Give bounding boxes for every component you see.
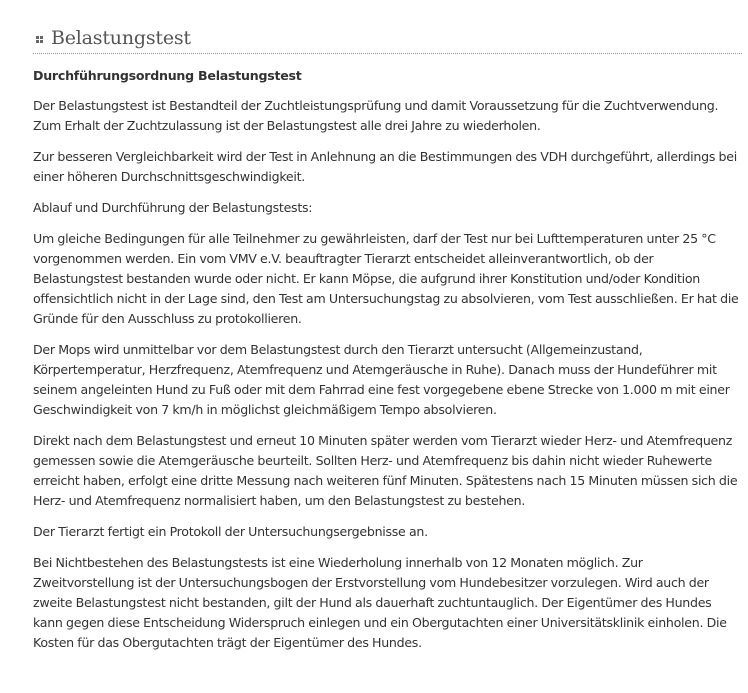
article-subtitle: Durchführungsordnung Belastungstest bbox=[33, 68, 302, 83]
page-title: Belastungstest bbox=[51, 27, 191, 49]
paragraph-conditions: Um gleiche Bedingungen für alle Teilnehmer zu gewährleisten, darf der Test nur bei Lufttemperaturen unter 25 °C vorgenommen werden. Ein vom VMV e.V. beauftragter Tierarzt entscheidet alleinverantwortlich, ob der Belastungstest bestanden wurde oder nicht. Er kann Möpse, die aufgrund ihrer Konstitution und/oder Kondition offensichtlich nicht in der Lage sind, den Test am Untersuchungstag zu absolvieren, vom Test ausschließen. Er hat die Gründe für den Ausschluss zu protokollieren. bbox=[33, 231, 739, 326]
content-area bbox=[33, 24, 742, 664]
paragraph-vdh: Zur besseren Vergleichbarkeit wird der Test in Anlehnung an die Bestimmungen des VDH durchgeführt, allerdings bei einer höheren Durchschnittsgeschwindigkeit. bbox=[33, 149, 737, 184]
paragraph-examination: Der Mops wird unmittelbar vor dem Belastungstest durch den Tierarzt untersucht (Allgemeinzustand, Körpertemperatur, Herzfrequenz, Atemfrequenz und Atemgeräusche in Ruhe). Danach muss der Hundeführer mit seinem angeleinten Hund zu Fuß oder mit dem Fahrrad eine fest vorgegebene ebene Strecke von 1.000 m mit einer Geschwindigkeit von 7 km/h in möglichst gleichmäßigem Tempo absolvieren. bbox=[33, 342, 730, 417]
paragraph-intro: Der Belastungstest ist Bestandteil der Zuchtleistungsprüfung und damit Voraussetzung für die Zuchtverwendung. Zum Erhalt der Zuchtzulassung ist der Belastungstest alle drei Jahre zu wiederholen. bbox=[33, 98, 719, 133]
section-header bbox=[33, 24, 742, 54]
paragraph-measurement: Direkt nach dem Belastungstest und erneut 10 Minuten später werden vom Tierarzt wieder Herz- und Atemfrequenz gemessen sowie die Atemgeräusche beurteilt. Sollten Herz- und Atemfrequenz bis dahin nicht wieder Ruhewerte erreicht haben, erfolgt eine dritte Messung nach weiteren fünf Minuten. Spätestens nach 15 Minuten müssen sich die Herz- und Atemfrequenz normalisiert haben, um den Belastungstest zu bestehen. bbox=[33, 433, 738, 508]
grid-dots-icon bbox=[36, 36, 43, 43]
paragraph-failure: Bei Nichtbestehen des Belastungstests ist eine Wiederholung innerhalb von 12 Monaten möglich. Zur Zweitvorstellung ist der Untersuchungsbogen der Erstvorstellung vom Hundebesitzer vorzulegen. Wird auch der zweite Belastungstest nicht bestanden, gilt der Hund als dauerhaft zuchtuntauglich. Der Eigentümer des Hundes kann gegen diese Entscheidung Widerspruch einlegen und ein Obergutachten einer Universitätsklinik einholen. Die Kosten für das Obergutachten trägt der Eigentümer des Hundes. bbox=[33, 555, 727, 650]
paragraph-procedure-heading: Ablauf und Durchführung der Belastungstests: bbox=[33, 200, 313, 215]
paragraph-protocol: Der Tierarzt fertigt ein Protokoll der Untersuchungsergebnisse an. bbox=[33, 524, 428, 539]
